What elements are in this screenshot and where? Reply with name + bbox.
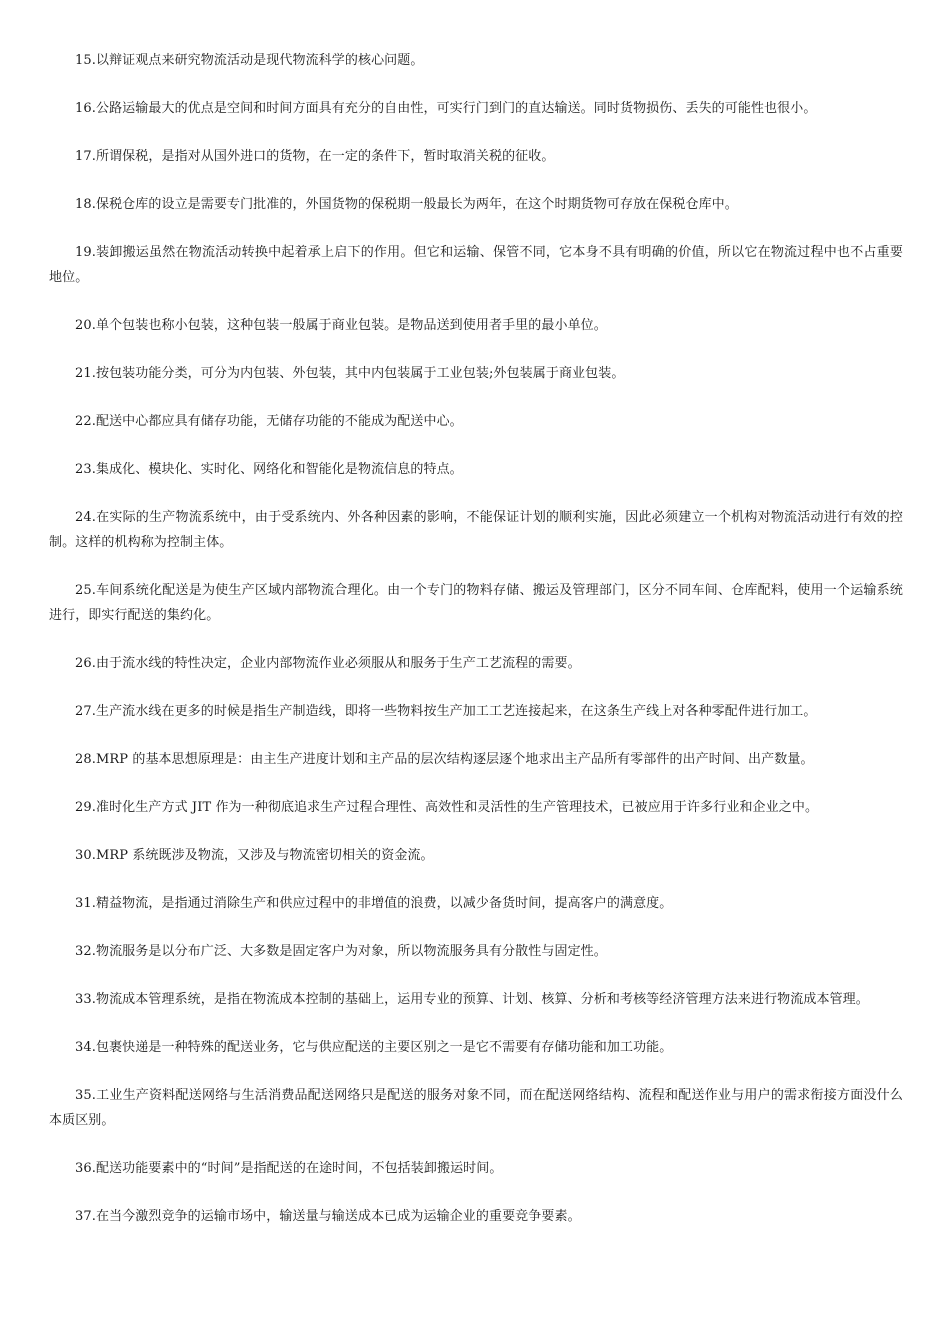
statement-30: 30.MRP 系统既涉及物流，又涉及与物流密切相关的资金流。 [75, 848, 434, 863]
statement-23: 23.集成化、模块化、实时化、网络化和智能化是物流信息的特点。 [75, 462, 463, 477]
statement-15: 15.以辩证观点来研究物流活动是现代物流科学的核心问题。 [75, 53, 424, 68]
statement-25: 25.车间系统化配送是为使生产区域内部物流合理化。由一个专门的物料存储、搬运及管理部门，区分不同车间、仓库配料，使用一个运输系统进行，即实行配送的集约化。 [49, 583, 903, 623]
statement-24: 24.在实际的生产物流系统中，由于受系统内、外各种因素的影响，不能保证计划的顺利实施，因此必须建立一个机构对物流活动进行有效的控制。这样的机构称为控制主体。 [49, 510, 903, 550]
statement-37: 37.在当今激烈竞争的运输市场中，输送量与输送成本已成为运输企业的重要竞争要素。 [75, 1209, 581, 1224]
statement-33: 33.物流成本管理系统，是指在物流成本控制的基础上，运用专业的预算、计划、核算、分析和考核等经济管理方法来进行物流成本管理。 [75, 992, 869, 1007]
statement-29: 29.准时化生产方式 JIT 作为一种彻底追求生产过程合理性、高效性和灵活性的生产管理技术，已被应用于许多行业和企业之中。 [75, 800, 819, 815]
statement-20: 20.单个包装也称小包装，这种包装一般属于商业包装。是物品送到使用者手里的最小单位。 [75, 318, 607, 333]
statement-21: 21.按包装功能分类，可分为内包装、外包装，其中内包装属于工业包装;外包装属于商业包装。 [75, 366, 625, 381]
statement-17: 17.所谓保税，是指对从国外进口的货物，在一定的条件下，暂时取消关税的征收。 [75, 149, 555, 164]
statement-34: 34.包裹快递是一种特殊的配送业务，它与供应配送的主要区别之一是它不需要有存储功能和加工功能。 [75, 1040, 673, 1055]
document-body [49, 48, 903, 1252]
statement-35: 35.工业生产资料配送网络与生活消费品配送网络只是配送的服务对象不同，而在配送网络结构、流程和配送作业与用户的需求衔接方面没什么本质区别。 [49, 1088, 903, 1128]
statement-28: 28.MRP 的基本思想原理是：由主生产进度计划和主产品的层次结构逐层逐个地求出主产品所有零部件的出产时间、出产数量。 [75, 752, 814, 767]
statement-32: 32.物流服务是以分布广泛、大多数是固定客户为对象，所以物流服务具有分散性与固定性。 [75, 944, 607, 959]
statement-26: 26.由于流水线的特性决定，企业内部物流作业必须服从和服务于生产工艺流程的需要。 [75, 656, 581, 671]
statement-16: 16.公路运输最大的优点是空间和时间方面具有充分的自由性，可实行门到门的直达输送。同时货物损伤、丢失的可能性也很小。 [75, 101, 817, 116]
statement-27: 27.生产流水线在更多的时候是指生产制造线，即将一些物料按生产加工工艺连接起来，在这条生产线上对各种零配件进行加工。 [75, 704, 817, 719]
statement-36: 36.配送功能要素中的“时间”是指配送的在途时间，不包括装卸搬运时间。 [75, 1161, 503, 1176]
statement-18: 18.保税仓库的设立是需要专门批准的，外国货物的保税期一般最长为两年，在这个时期货物可存放在保税仓库中。 [75, 197, 738, 212]
statement-31: 31.精益物流，是指通过消除生产和供应过程中的非增值的浪费，以减少备货时间，提高客户的满意度。 [75, 896, 673, 911]
statement-19: 19.装卸搬运虽然在物流活动转换中起着承上启下的作用。但它和运输、保管不同，它本身不具有明确的价值，所以它在物流过程中也不占重要地位。 [49, 245, 903, 285]
statement-22: 22.配送中心都应具有储存功能，无储存功能的不能成为配送中心。 [75, 414, 463, 429]
